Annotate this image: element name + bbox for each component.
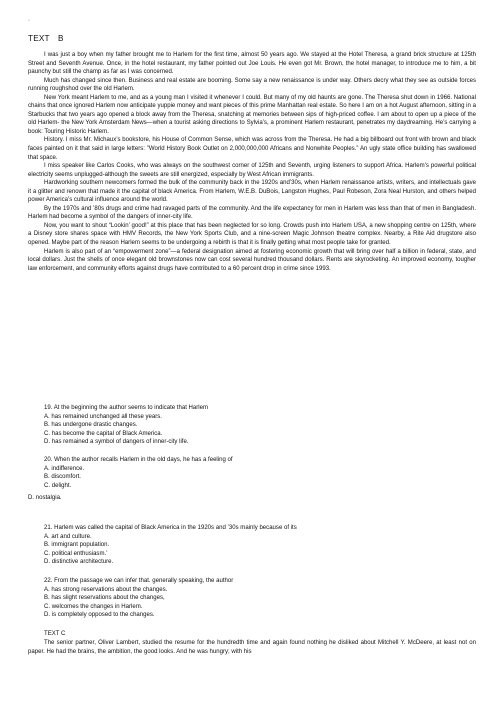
option-b: B. discomfort.: [44, 474, 81, 481]
paragraph: The senior partner, Oliver Lambert, studied the resume for the hundredth time and again found nothing he disliked about Mitchell Y. McDeere, at least not on paper. He had the brains, the ambition, the good looks. And he was hungry; with his: [28, 640, 476, 655]
option-c: C. has become the capital of Black America.: [44, 430, 163, 437]
paragraph: New York meant Harlem to me, and as a young man I visited it whenever I could. But many of my old haunts are gone. The Theresa shut down in 1966. National chains that once ignored Harlem now anticipate yuppie money and want pieces of this prime Manhattan real estate. So here I am on a hot August afternoon, sitting in a Starbucks that two years ago opened a block away from the Theresa, snatching at memories between sips of high-priced coffee. I am about to open up a piece of the old Harlem- the New York Amsterdam News—when a tourist asking directions to Sylvia’s, a prominent Harlem restaurant, penetrates my daydreaming. He’s carrying a book: Touring Historic Harlem.: [28, 94, 476, 135]
question-19: [44, 404, 476, 447]
question-20-option-d: D. nostalgia.: [28, 495, 62, 501]
question-21: [44, 524, 476, 567]
text-b-passage: [28, 51, 476, 273]
question-22: [44, 577, 476, 620]
page-marker: ▫: [28, 18, 30, 24]
option-a: A. indifference.: [44, 465, 85, 472]
paragraph: By the 1970s and ’80s drugs and crime had ravaged parts of the community. And the life expectancy for men in Harlem was less than that of men in Bangladesh. Harlem had become a symbol of the dangers of inner-city life.: [28, 205, 476, 221]
option-b: B. immigrant population.: [44, 542, 110, 549]
option-d: D. has remained a symbol of dangers of inner-city life.: [44, 439, 189, 446]
option-a: A. art and culture.: [44, 533, 92, 540]
question-20: [44, 456, 476, 490]
paragraph: I was just a boy when my father brought me to Harlem for the first time, almost 50 years ago. We stayed at the Hotel Theresa, a grand brick structure at 125th Street and Seventh Avenue. Once, in the hotel restaurant, my father pointed out Joe Louis. He even got Mr. Brown, the hotel manager, to introduce me to him, a bit paunchy but still the champ as far as I was concerned.: [28, 52, 476, 76]
option-d: D. is completely opposed to the changes.: [44, 612, 155, 619]
paragraph: Hardworking southern newcomers formed the bulk of the community back in the 1920s and’30s, when Harlem renaissance artists, writers, and intellectuals gave it a glitter and renown that made it the capital of black America. From Harlem, W.E.B. DuBois, Langston Hughes, Paul Robeson, Zora Neal Hurston, and others helped power America’s cultural influence around the world.: [28, 180, 476, 204]
option-a: A. has strong reservations about the changes.: [44, 586, 168, 593]
paragraph: I miss speaker like Carlos Cooks, who was always on the southwest corner of 125th and Seventh, urging listeners to support Africa. Harlem’s powerful political electricity seems unplugged-although the sweets are still energized, especially by West African immigrants.: [28, 163, 476, 178]
option-c: C. political enthusiasm.’: [44, 550, 108, 557]
option-c: C. delight.: [44, 482, 72, 489]
option-d: D. distinctive architecture.: [44, 559, 114, 566]
paragraph: Now, you want to shout “Lookin’ good!” at this place that has been neglected for so long. Crowds push into Harlem USA, a new shopping centre on 125th, where a Disney store shares space with HMV Records, the New York Sports Club, and a nine-screen Magic Johnson theatre complex. Nearby, a Rite Aid drugstore also opened. Maybe part of the reason Harlem seems to be undergoing a rebirth is that it is finally getting what most people take for granted.: [28, 222, 476, 247]
question-stem: 22. From the passage we can infer that. generally speaking, the author: [44, 578, 234, 584]
text-c-passage: [28, 639, 476, 656]
option-a: A. has remained unchanged all these years.: [44, 413, 162, 420]
paragraph: History. I miss Mr. Michaux’s bookstore, his House of Common Sense, which was across from the Theresa. He had a big billboard out front with brown and black faces painted on it that said in large letters: ”World History Book Outlet on 2,000,000,000 Africans and Nonwhite Peoples.” An ugly state office building has swallowed that space.: [28, 137, 476, 161]
text-c-heading: TEXT C: [44, 631, 66, 637]
option-c: C. welcomes the changes in Harlem.: [44, 603, 143, 610]
text-b-heading: TEXT B: [28, 34, 64, 43]
question-stem: 19. At the beginning the author seems to indicate that Harlem: [44, 405, 209, 411]
option-b: B. has undergone drastic changes.: [44, 422, 138, 429]
question-stem: 20. When the author recalls Harlem in the old days, he has a feeling of: [44, 457, 233, 463]
paragraph: Much has changed since then. Business and real estate are booming. Some say a new renaissance is under way. Others decry what they see as outside forces running roughshod over the old Harlem.: [28, 77, 476, 93]
paragraph: Harlem is also part of an “empowerment zone”—a federal designation aimed at fostering economic growth that will bring over half a billion in federal, state, and local dollars. Just the shells of once elegant old brownstones now can cost several hundred thousand dollars. Rents are skyrocketing. An improved economy, tougher law enforcement, and community efforts against drugs have contributed to a 60 percent drop in crime since 1993.: [28, 248, 476, 272]
option-b: B. has slight reservations about the changes,: [44, 595, 165, 602]
question-stem: 21. Harlem was called the capital of Black America in the 1920s and ’30s mainly because of its: [44, 525, 297, 531]
